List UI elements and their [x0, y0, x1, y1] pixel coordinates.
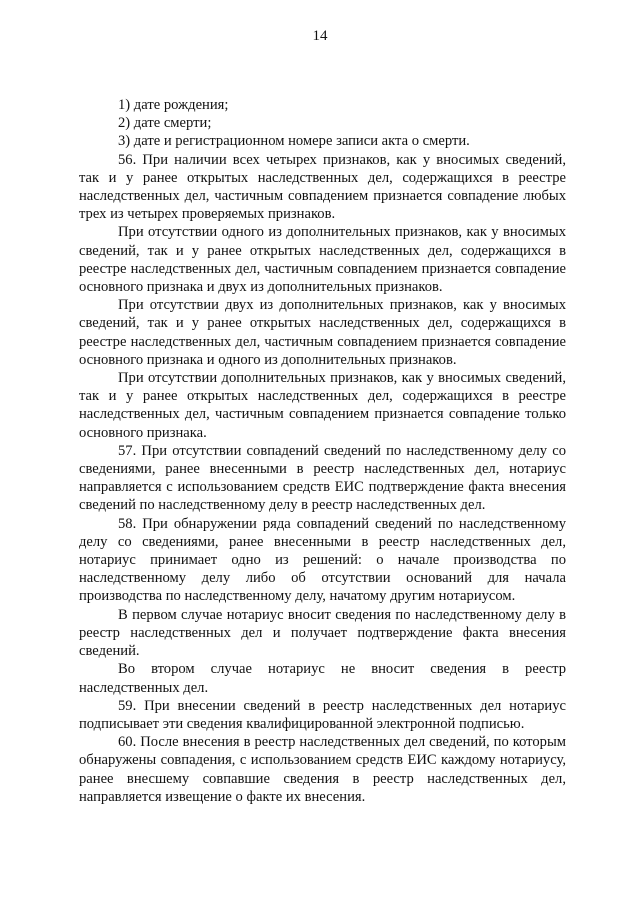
paragraph-58-second-case: Во втором случае нотариус не вносит сведения в реестр наследственных дел.	[79, 661, 566, 696]
paragraph-58: 58. При обнаружении ряда совпадений сведений по наследственному делу со сведениями, ранее внесенными в реестр наследственных дел, нотариус принимает одно из решений: о начале производства по наследственному делу либо об отсутствии оснований для начала производства по наследственному делу, начатому другим нотариусом.	[79, 515, 566, 605]
paragraph-56-one-missing: При отсутствии одного из дополнительных признаков, как у вносимых сведений, так и у ранее открытых наследственных дел, содержащихся в реестре наследственных дел, частичным совпадением признается совпадение основного признака и двух из дополнительных признаков.	[79, 224, 566, 296]
list-item-death-date: 2) дате смерти;	[118, 115, 212, 132]
paragraph-57: 57. При отсутствии совпадений сведений по наследственному делу со сведениями, ранее внесенными в реестр наследственных дел, нотариус направляется с использованием средств ЕИС подтверждение факта внесения сведений по наследственному делу в реестр наследственных дел.	[79, 442, 566, 514]
paragraph-56-two-missing: При отсутствии двух из дополнительных признаков, как у вносимых сведений, так и у ранее открытых наследственных дел, содержащихся в реестре наследственных дел, частичным совпадением признается совпадение основного признака и одного из дополнительных признаков.	[79, 297, 566, 368]
paragraph-56: 56. При наличии всех четырех признаков, как у вносимых сведений, так и у ранее открытых наследственных дел, содержащихся в реестре наследственных дел, частичным совпадением признается совпадение любых трех из четырех проверяемых признаков.	[79, 151, 566, 223]
list-item-death-record: 3) дате и регистрационном номере записи акта о смерти.	[118, 133, 470, 150]
paragraph-60: 60. После внесения в реестр наследственных дел сведений, по которым обнаружены совпадения, с использованием средств ЕИС каждому нотариусу, ранее внесшему совпавшие сведения в реестр наследственных дел, направляется извещение о факте их внесения.	[79, 734, 566, 805]
list-item-birth-date: 1) дате рождения;	[118, 97, 229, 113]
paragraph-59: 59. При внесении сведений в реестр наследственных дел нотариус подписывает эти сведения квалифицированной электронной подписью.	[79, 697, 566, 732]
document-body	[79, 96, 566, 806]
page-number: 14	[312, 28, 328, 44]
paragraph-56-none: При отсутствии дополнительных признаков, как у вносимых сведений, так и у ранее открытых наследственных дел, содержащихся в реестре наследственных дел, частичным совпадением признается совпадение только основного признака.	[79, 370, 566, 441]
paragraph-58-first-case: В первом случае нотариус вносит сведения по наследственному делу в реестр наследственных дел и получает подтверждение факта внесения сведений.	[79, 606, 566, 660]
